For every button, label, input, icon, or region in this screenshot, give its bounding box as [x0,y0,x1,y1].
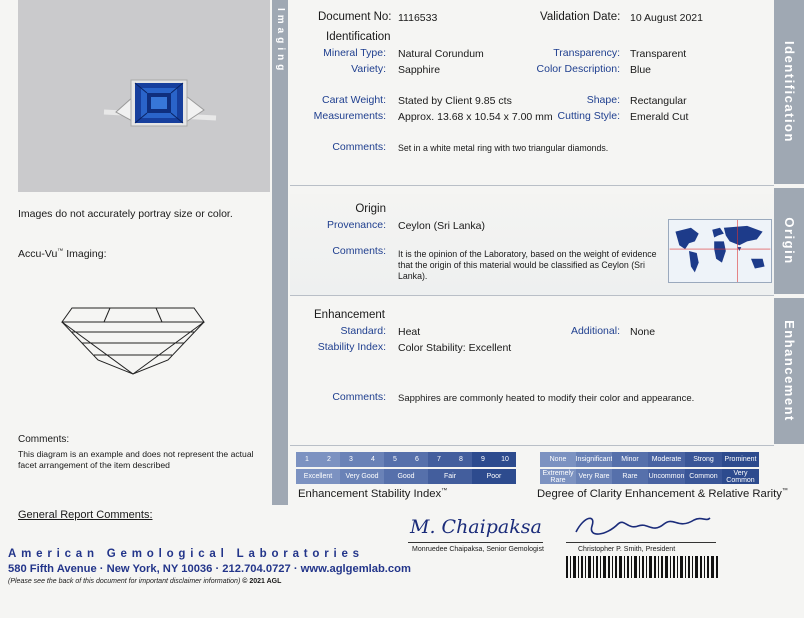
facet-diagram [58,300,208,380]
clarity-top-scale [540,452,759,467]
stability-index-label: Stability Index: [317,341,386,353]
measurements-label: Measurements: [313,110,386,122]
validation-date-label: Validation Date: [540,11,621,23]
copyright-text: © 2021 AGL [242,578,282,585]
validation-date-value: 10 August 2021 [630,12,703,24]
identification-heading: Identification [326,31,391,43]
standard-label: Standard: [340,325,386,337]
enhancement-tab-label: Enhancement [782,320,797,422]
identification-comments-value: Set in a white metal ring with two triangular diamonds. [398,143,609,153]
rarity-level: Very Common [722,469,759,484]
sapphire-ring-image [18,0,270,192]
measurements-value: Approx. 13.68 x 10.54 x 7.00 mm [398,111,553,123]
stability-num: 1 [296,452,318,467]
rarity-level: Extremely Rare [540,469,576,484]
clarity-level: Moderate [648,452,685,467]
diagram-comments-text: This diagram is an example and does not represent the actual facet arrangement of the item described [18,449,254,470]
stability-num: 2 [318,452,340,467]
diagram-comments-heading: Comments: [18,434,70,445]
agl-company-name: American Gemological Laboratories [8,548,364,560]
stability-num: 9 [472,452,494,467]
agl-disclaimer [8,578,281,585]
stability-scale-title [298,488,447,500]
carat-weight-value: Stated by Client 9.85 cts [398,95,512,107]
barcode [566,556,720,578]
clarity-title-text: Degree of Clarity Enhancement & Relative Rarity [537,488,782,500]
additional-value: None [630,326,656,338]
standard-value: Heat [398,326,421,338]
additional-label: Additional: [570,325,620,337]
rarity-level: Rare [612,469,648,484]
stability-label: Very Good [340,469,384,484]
signature-smith [566,510,716,544]
signature-chaipaksa: M. Chaipaksa [410,516,542,538]
mineral-type-value: Natural Corundum [398,48,484,60]
provenance-label: Provenance: [327,219,386,231]
stability-index-value: Color Stability: Excellent [398,342,512,354]
rarity-level: Uncommon [648,469,685,484]
accu-suffix: Imaging: [63,248,107,260]
clarity-level: Insignificant [576,452,612,467]
rarity-level: Very Rare [576,469,612,484]
imaging-tab-label: Imaging [275,8,286,75]
stability-label: Poor [472,469,516,484]
document-no-label: Document No: [318,11,392,23]
stability-num: 10 [494,452,516,467]
clarity-level: Prominent [722,452,759,467]
rarity-level: Common [685,469,722,484]
general-report-comments: General Report Comments: [18,509,153,521]
stability-num: 8 [450,452,472,467]
shape-value: Rectangular [630,95,687,107]
signer-1-name: Monruedee Chaipaksa, Senior Gemologist [412,546,544,553]
clarity-title-tm: ™ [781,488,788,495]
enhancement-comments-value: Sapphires are commonly heated to modify their color and appearance. [398,393,695,404]
cutting-style-label: Cutting Style: [557,110,620,122]
stability-num: 4 [362,452,384,467]
gem-photo [18,0,270,192]
accu-tm: ™ [57,248,64,255]
signer-2-name: Christopher P. Smith, President [578,546,676,553]
agl-address: 580 Fifth Avenue · New York, NY 10036 · 212.704.0727 · www.aglgemlab.com [8,563,411,575]
carat-weight-label: Carat Weight: [322,94,386,106]
identification-tab-label: Identification [782,41,797,143]
enhancement-heading: Enhancement [314,309,385,321]
enhancement-panel [290,298,774,446]
identification-comments-label: Comments: [332,141,386,153]
stability-label: Fair [428,469,472,484]
enhancement-comments-label: Comments: [332,391,386,403]
imaging-side-tab [272,0,288,505]
origin-comments-label: Comments: [332,245,386,257]
accu-label: Accu-Vu [18,248,58,260]
image-disclaimer: Images do not accurately portray size or color. [18,208,233,220]
clarity-level: Strong [685,452,722,467]
enhancement-side-tab [774,298,804,444]
stability-title-tm: ™ [441,488,448,495]
world-map [668,219,772,283]
disclaimer-text: (Please see the back of this document for important disclaimer information) [8,578,241,585]
stability-num: 7 [428,452,450,467]
identification-side-tab [774,0,804,184]
color-description-value: Blue [630,64,652,76]
origin-tab-label: Origin [782,217,797,265]
accu-vu-heading [18,248,107,260]
identification-panel [290,0,774,186]
origin-comments-value: It is the opinion of the Laboratory, based on the weight of evidence that the origin of this material would be classified as Ceylon (Sri Lanka). [398,249,657,281]
clarity-bottom-scale [540,469,759,484]
clarity-scale-title [537,488,788,500]
stability-number-scale [296,452,516,467]
clarity-level: Minor [612,452,648,467]
clarity-level: None [540,452,576,467]
stability-label: Excellent [296,469,340,484]
stability-num: 6 [406,452,428,467]
cutting-style-value: Emerald Cut [630,111,689,123]
stability-num: 5 [384,452,406,467]
signature-line-2 [566,542,716,543]
mineral-type-label: Mineral Type: [323,47,386,59]
color-description-label: Color Description: [536,63,620,75]
variety-label: Variety: [351,63,386,75]
stability-title-text: Enhancement Stability Index [298,488,442,500]
document-no-value: 1116533 [398,12,438,24]
stability-num: 3 [340,452,362,467]
transparency-label: Transparency: [553,47,620,59]
transparency-value: Transparent [630,48,687,60]
provenance-value: Ceylon (Sri Lanka) [398,220,485,232]
origin-heading: Origin [355,203,386,215]
stability-label: Good [384,469,428,484]
stability-label-scale [296,469,516,484]
origin-side-tab [774,188,804,294]
shape-label: Shape: [586,94,620,106]
signature-line-1 [408,542,543,543]
variety-value: Sapphire [398,64,441,76]
